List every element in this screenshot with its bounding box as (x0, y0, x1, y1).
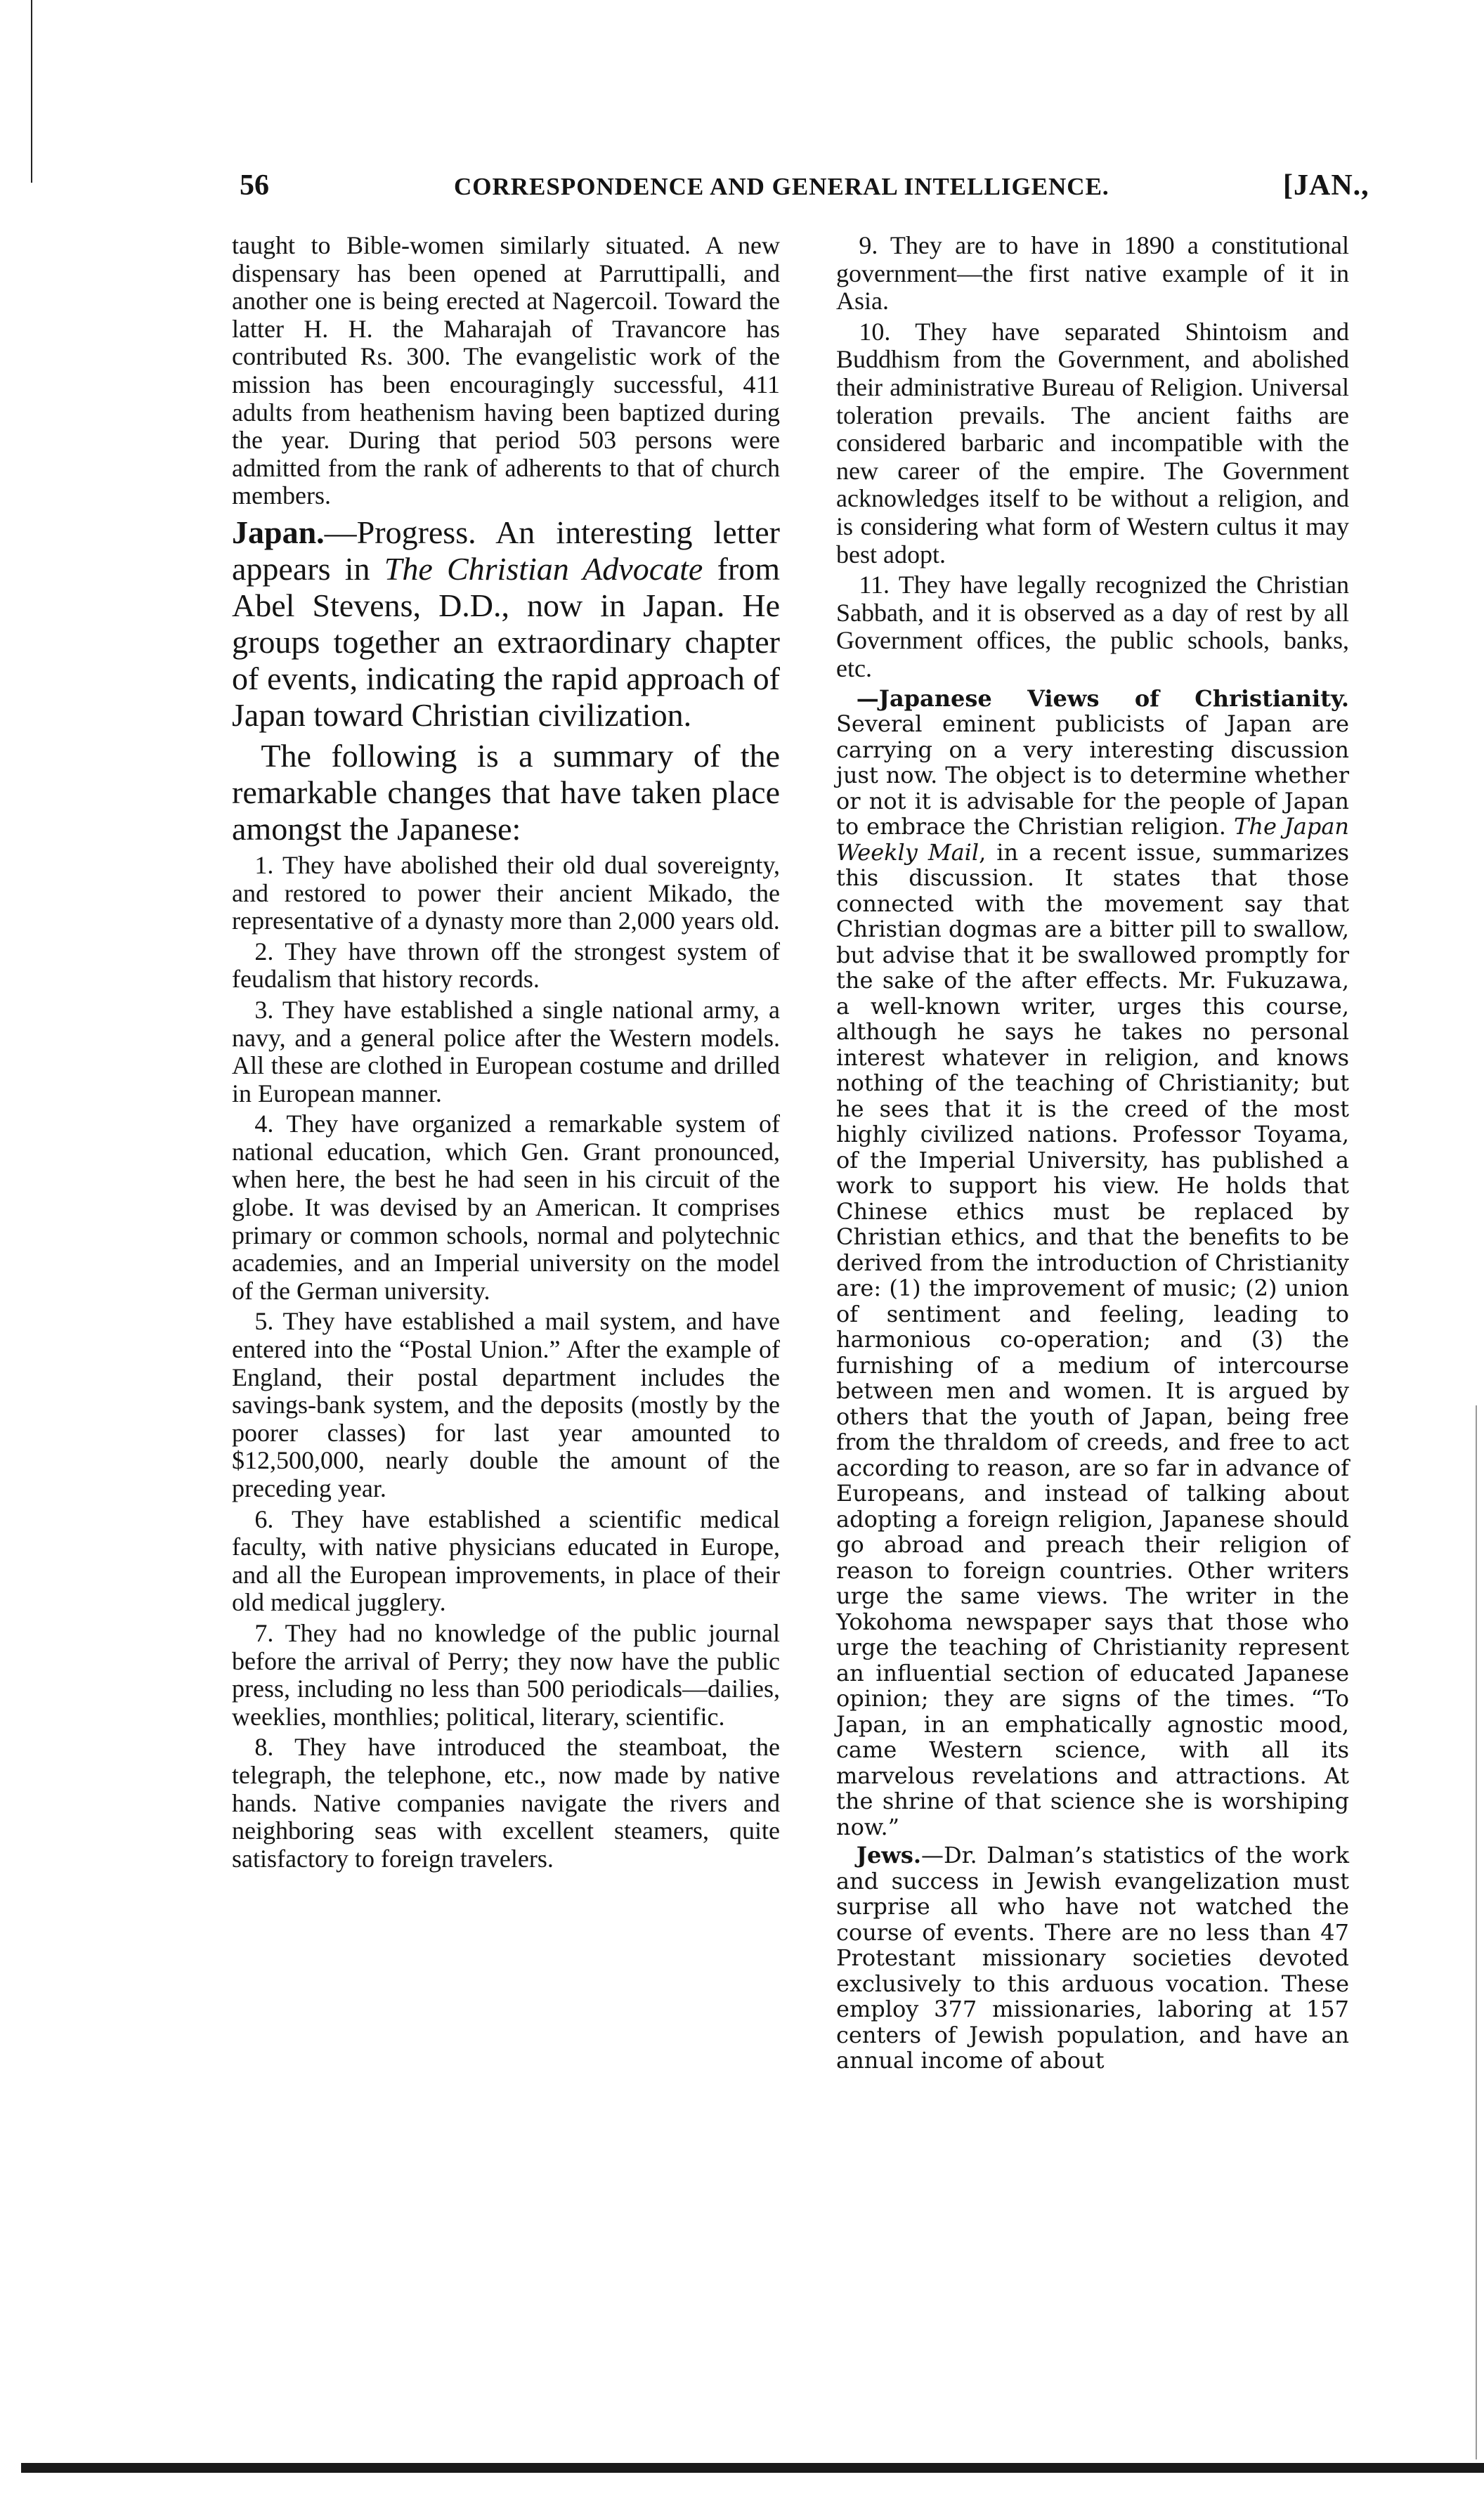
left-column (232, 232, 780, 1875)
running-title: CORRESPONDENCE AND GENERAL INTELLIGENCE. (454, 173, 1109, 200)
japan-text: from Abel Stevens, D.D., now in Japan. He groups together an extraordinary chapter of events, indicating the rapid approach of Japan toward Christian civilization. (232, 550, 780, 733)
summary-intro: The following is a summary of the remarkable changes that have taken place amongst the Japanese: (232, 737, 780, 847)
list-item: 5. They have established a mail system, and have entered into the “Postal Union.” After the example of England, their postal department includes the savings-bank system, and the deposits (mostly by the poorer classes) for last year amounted to $12,500,000, nearly double the amount of the preceding year. (232, 1307, 780, 1502)
japanese-views-paragraph (836, 686, 1349, 1840)
scan-edge-mark (31, 0, 32, 183)
section-heading-jews: Jews. (856, 1842, 921, 1868)
list-item: 6. They have established a scientific medical faculty, with native physicians educated in Europe, and all the European improvements, in place of their old medical jugglery. (232, 1504, 780, 1617)
list-item: 10. They have separated Shintoism and Buddhism from the Government, and abolished their administrative Bureau of Religion. Universal toleration prevails. The ancient faiths are considered barbaric and incompatible with the new career of the empire. The Government acknowledges itself to be without a religion, and is considering what form of Western cultus it may best adopt. (836, 317, 1349, 568)
page-bottom-rule (21, 2463, 1484, 2473)
journal-title: The Christian Advocate (384, 550, 703, 587)
scan-edge-mark (1476, 1405, 1477, 2459)
views-text: , in a recent issue, summarizes this discussion. It states that those connected with the movement say that Christian dogmas are a bitter pill to swallow, but advise that it be swallowed promptly for the sake of the after effects. Mr. Fukuzawa, a well-known writer, urges this course, although he says he takes no personal interest whatever in religion, and knows nothing of the teaching of Christianity; but he sees that it is the creed of the most highly civilized nations. Professor Toyama, of the Imperial University, has published a work to support his view. He holds that Chinese ethics must be replaced by Christian ethics, and that the benefits to be derived from the introduction of Christianity are: (1) the improvement of music; (2) union of sentiment and feeling, leading to harmonious co-operation; and (3) the furnishing of a medium of intercourse between men and women. It is argued by others that the youth of Japan, being free from the thraldom of creeds, and free to act according to reason, are so far in advance of Europeans, and instead of talking about adopting a foreign religion, Japanese should go abroad and preach their religion of reason to foreign countries. Other writers urge the same views. The writer in the Yokohoma newspaper says that those who urge the teaching of Christianity represent an influential section of educated Japanese opinion; they are signs of the times. “To Japan, in an emphatically agnostic mood, came Western science, with all its marvelous revelations and attractions. At the shrine of that science she is worshiping now.” (836, 838, 1350, 1840)
japanese-views-section (836, 686, 1349, 2074)
section-heading-japan: Japan. (232, 514, 325, 550)
jews-text: —Dr. Dalman’s statistics of the work and success in Jewish evangelization must surprise all who have not watched the course of events. There are no less than 47 Protestant missionary societies devoted exclusively to this arduous vocation. These employ 377 missionaries, laboring at 157 centers of Jewish population, and have an annual income of about (836, 1842, 1349, 2074)
header-date: [JAN., (1283, 169, 1369, 202)
page-header (82, 169, 1388, 218)
list-item: 8. They have introduced the steamboat, the telegraph, the telephone, etc., now made by native hands. Native companies navigate the rivers and neighboring seas with excellent steamers, quite satisfactory to foreign travelers. (232, 1733, 780, 1873)
list-item: 9. They are to have in 1890 a constitutional government—the first native example of it in Asia. (836, 231, 1349, 316)
list-item: 11. They have legally recognized the Christian Sabbath, and it is observed as a day of rest by all Government offices, the public schools, banks, etc. (836, 571, 1349, 682)
list-item: 3. They have established a single national army, a navy, and a general police after the Western models. All these are clothed in European costume and drilled in European manner. (232, 995, 780, 1107)
japan-lead-paragraph (232, 514, 780, 734)
japan-subheading: —Progress. (324, 514, 476, 550)
japan-text: An interesting letter appears in (232, 514, 780, 587)
list-item: 7. They had no knowledge of the public journal before the arrival of Perry; they now have the public press, including no less than 500 periodicals—dailies, weeklies, monthlies; political, literary, scientific. (232, 1618, 780, 1731)
list-item: 1. They have abolished their old dual sovereignty, and restored to power their ancient Mikado, the representative of a dynasty more than 2,000 years old. (232, 850, 780, 935)
section-heading-japanese-views: —Japanese Views of Christianity. (856, 684, 1349, 712)
jews-paragraph (836, 1842, 1349, 2074)
list-item: 4. They have organized a remarkable system of national education, which Gen. Grant pronounced, when here, the best he had seen in his circuit of the globe. It was devised by an American. It comprises primary or common schools, normal and polytechnic academies, and an Imperial university on the model of the German university. (232, 1110, 780, 1305)
journal-title: The Japan Weekly Mail (836, 813, 1350, 866)
list-item: 2. They have thrown off the strongest system of feudalism that history records. (232, 937, 780, 994)
right-column (836, 232, 1349, 2076)
intro-paragraph: taught to Bible-women similarly situated. A new dispensary has been opened at Parruttipalli, and another one is being erected at Nagercoil. Toward the latter H. H. the Maharajah of Travancore has contributed Rs. 300. The evangelistic work of the mission has been encouragingly successful, 411 adults from heathenism having been baptized during the year. During that period 503 persons were admitted from the rank of adherents to that of church members. (232, 231, 780, 510)
page-number: 56 (240, 169, 269, 202)
views-text: Several eminent publicists of Japan are carrying on a very interesting discussion just now. The object is to determine whether or not it is advisable for the people of Japan to embrace the Christian religion. (836, 710, 1349, 840)
